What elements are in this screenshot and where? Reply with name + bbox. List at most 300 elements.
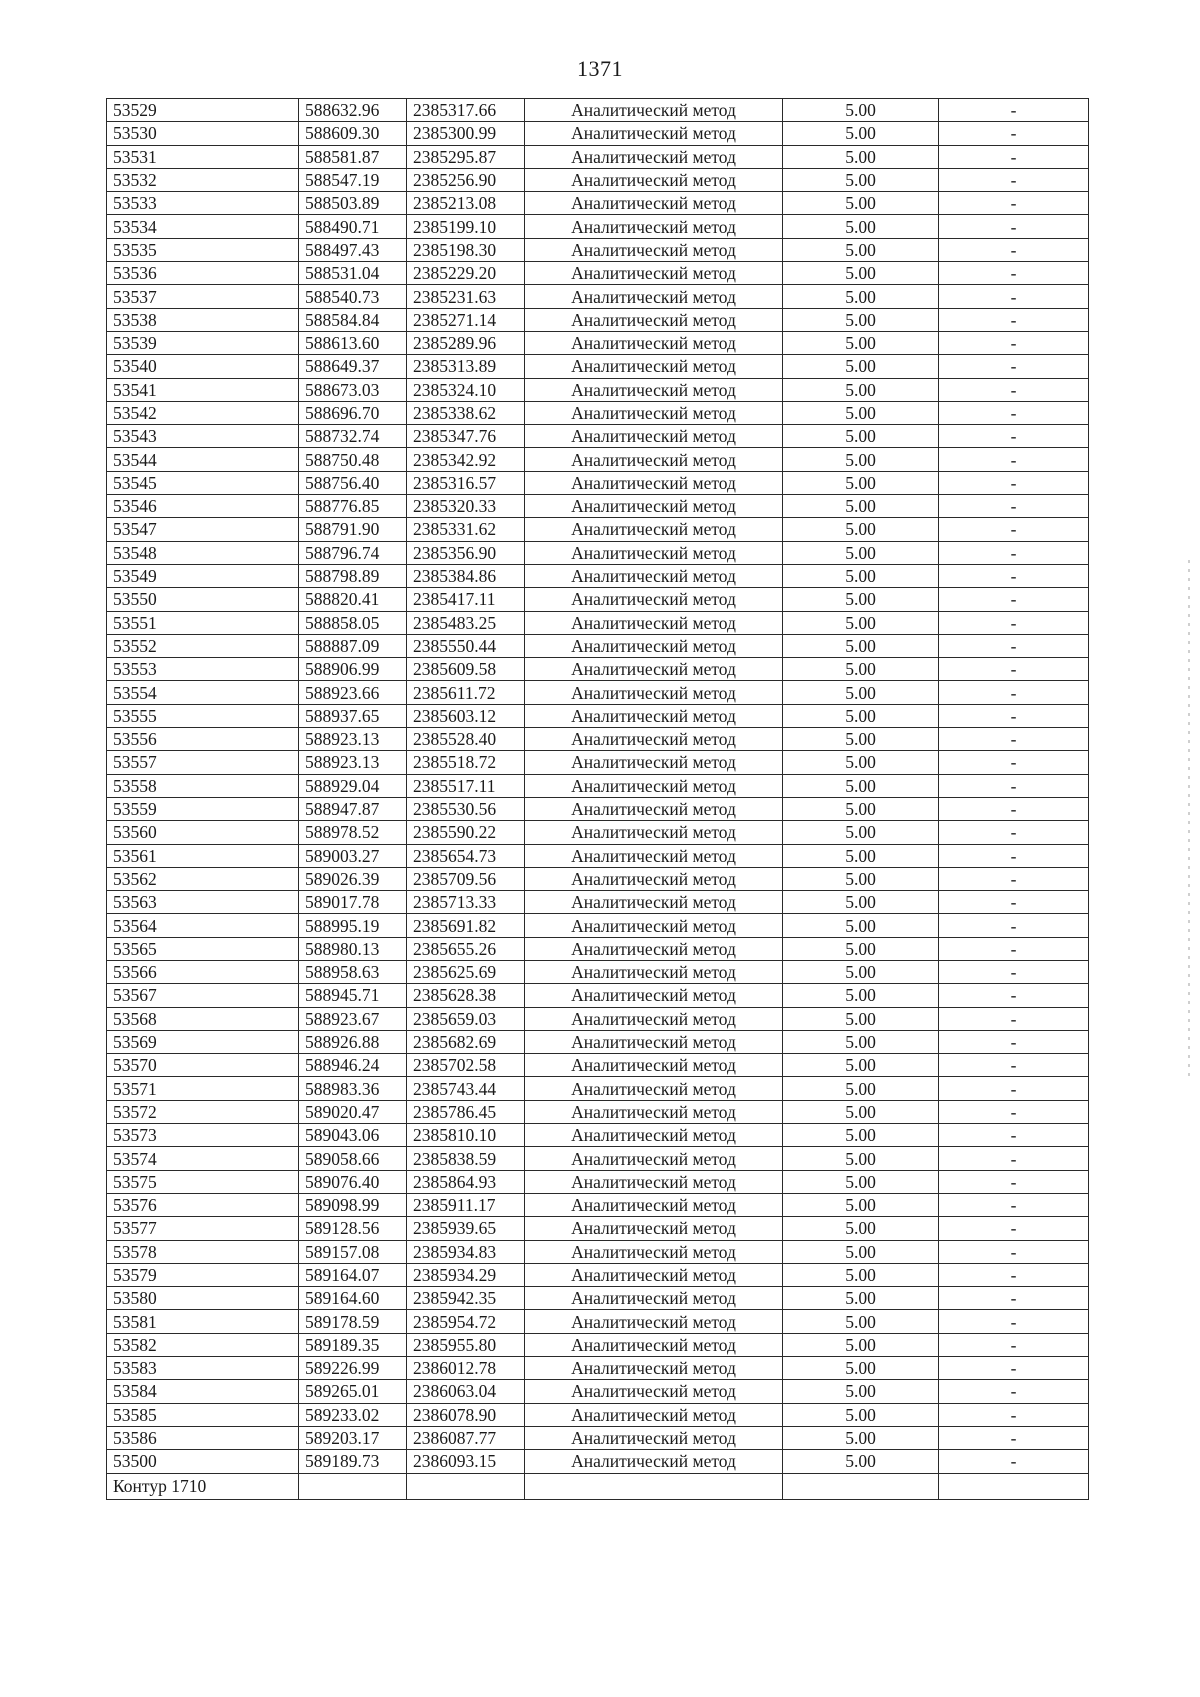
y-coordinate-cell: 2385347.76 [407, 425, 525, 448]
accuracy-cell: 5.00 [783, 168, 939, 191]
note-cell: - [939, 611, 1089, 634]
note-cell: - [939, 658, 1089, 681]
note-cell: - [939, 401, 1089, 424]
table-row [107, 681, 1089, 704]
table-row [107, 168, 1089, 191]
accuracy-cell: 5.00 [783, 1426, 939, 1449]
table-row [107, 518, 1089, 541]
table-row [107, 658, 1089, 681]
y-coordinate-cell: 2385550.44 [407, 634, 525, 657]
note-cell: - [939, 960, 1089, 983]
note-cell: - [939, 774, 1089, 797]
point-id-cell: 53559 [107, 797, 299, 820]
coordinates-table-body [107, 99, 1089, 1474]
point-id-cell: 53566 [107, 960, 299, 983]
method-cell: Аналитический метод [525, 285, 783, 308]
x-coordinate-cell: 589157.08 [299, 1240, 407, 1263]
footer-row [107, 1473, 1089, 1499]
point-id-cell: 53536 [107, 262, 299, 285]
y-coordinate-cell: 2385271.14 [407, 308, 525, 331]
table-row [107, 308, 1089, 331]
x-coordinate-cell: 588995.19 [299, 914, 407, 937]
y-coordinate-cell: 2385483.25 [407, 611, 525, 634]
point-id-cell: 53552 [107, 634, 299, 657]
point-id-cell: 53551 [107, 611, 299, 634]
method-cell: Аналитический метод [525, 1007, 783, 1030]
method-cell: Аналитический метод [525, 1100, 783, 1123]
x-coordinate-cell: 589098.99 [299, 1193, 407, 1216]
y-coordinate-cell: 2385955.80 [407, 1333, 525, 1356]
method-cell: Аналитический метод [525, 1030, 783, 1053]
method-cell: Аналитический метод [525, 867, 783, 890]
y-coordinate-cell: 2385838.59 [407, 1147, 525, 1170]
point-id-cell: 53557 [107, 751, 299, 774]
table-row [107, 378, 1089, 401]
accuracy-cell: 5.00 [783, 891, 939, 914]
table-row [107, 611, 1089, 634]
y-coordinate-cell: 2385911.17 [407, 1193, 525, 1216]
point-id-cell: 53549 [107, 564, 299, 587]
point-id-cell: 53565 [107, 937, 299, 960]
y-coordinate-cell: 2385289.96 [407, 331, 525, 354]
note-cell: - [939, 308, 1089, 331]
point-id-cell: 53575 [107, 1170, 299, 1193]
x-coordinate-cell: 589265.01 [299, 1380, 407, 1403]
point-id-cell: 53530 [107, 122, 299, 145]
coordinates-table [106, 98, 1089, 1500]
x-coordinate-cell: 588732.74 [299, 425, 407, 448]
point-id-cell: 53553 [107, 658, 299, 681]
note-cell: - [939, 1310, 1089, 1333]
method-cell: Аналитический метод [525, 1357, 783, 1380]
x-coordinate-cell: 589076.40 [299, 1170, 407, 1193]
empty-cell [299, 1473, 407, 1499]
point-id-cell: 53535 [107, 238, 299, 261]
accuracy-cell: 5.00 [783, 984, 939, 1007]
x-coordinate-cell: 589020.47 [299, 1100, 407, 1123]
method-cell: Аналитический метод [525, 658, 783, 681]
method-cell: Аналитический метод [525, 1333, 783, 1356]
note-cell: - [939, 1030, 1089, 1053]
point-id-cell: 53529 [107, 99, 299, 122]
method-cell: Аналитический метод [525, 1287, 783, 1310]
accuracy-cell: 5.00 [783, 1030, 939, 1053]
point-id-cell: 53542 [107, 401, 299, 424]
accuracy-cell: 5.00 [783, 192, 939, 215]
accuracy-cell: 5.00 [783, 1357, 939, 1380]
x-coordinate-cell: 588581.87 [299, 145, 407, 168]
note-cell: - [939, 145, 1089, 168]
note-cell: - [939, 238, 1089, 261]
x-coordinate-cell: 588887.09 [299, 634, 407, 657]
y-coordinate-cell: 2385743.44 [407, 1077, 525, 1100]
table-row [107, 588, 1089, 611]
note-cell: - [939, 937, 1089, 960]
point-id-cell: 53540 [107, 355, 299, 378]
method-cell: Аналитический метод [525, 215, 783, 238]
x-coordinate-cell: 588497.43 [299, 238, 407, 261]
accuracy-cell: 5.00 [783, 1263, 939, 1286]
y-coordinate-cell: 2385517.11 [407, 774, 525, 797]
method-cell: Аналитический метод [525, 145, 783, 168]
empty-cell [783, 1473, 939, 1499]
accuracy-cell: 5.00 [783, 99, 939, 122]
x-coordinate-cell: 588858.05 [299, 611, 407, 634]
point-id-cell: 53545 [107, 471, 299, 494]
table-row [107, 1450, 1089, 1473]
note-cell: - [939, 215, 1089, 238]
table-row [107, 1426, 1089, 1449]
table-row [107, 797, 1089, 820]
method-cell: Аналитический метод [525, 960, 783, 983]
y-coordinate-cell: 2385384.86 [407, 564, 525, 587]
note-cell: - [939, 262, 1089, 285]
x-coordinate-cell: 588609.30 [299, 122, 407, 145]
x-coordinate-cell: 588937.65 [299, 704, 407, 727]
accuracy-cell: 5.00 [783, 1124, 939, 1147]
method-cell: Аналитический метод [525, 1426, 783, 1449]
table-row [107, 1100, 1089, 1123]
y-coordinate-cell: 2385611.72 [407, 681, 525, 704]
y-coordinate-cell: 2385342.92 [407, 448, 525, 471]
point-id-cell: 53556 [107, 728, 299, 751]
table-row [107, 1263, 1089, 1286]
y-coordinate-cell: 2385864.93 [407, 1170, 525, 1193]
y-coordinate-cell: 2385939.65 [407, 1217, 525, 1240]
note-cell: - [939, 891, 1089, 914]
y-coordinate-cell: 2385313.89 [407, 355, 525, 378]
table-row [107, 99, 1089, 122]
method-cell: Аналитический метод [525, 168, 783, 191]
table-row [107, 401, 1089, 424]
method-cell: Аналитический метод [525, 1240, 783, 1263]
accuracy-cell: 5.00 [783, 774, 939, 797]
x-coordinate-cell: 588796.74 [299, 541, 407, 564]
method-cell: Аналитический метод [525, 331, 783, 354]
method-cell: Аналитический метод [525, 728, 783, 751]
point-id-cell: 53538 [107, 308, 299, 331]
table-row [107, 844, 1089, 867]
table-row [107, 937, 1089, 960]
note-cell: - [939, 1426, 1089, 1449]
table-row [107, 145, 1089, 168]
accuracy-cell: 5.00 [783, 821, 939, 844]
y-coordinate-cell: 2385713.33 [407, 891, 525, 914]
point-id-cell: 53561 [107, 844, 299, 867]
accuracy-cell: 5.00 [783, 914, 939, 937]
note-cell: - [939, 564, 1089, 587]
point-id-cell: 53571 [107, 1077, 299, 1100]
note-cell: - [939, 99, 1089, 122]
y-coordinate-cell: 2385229.20 [407, 262, 525, 285]
y-coordinate-cell: 2385655.26 [407, 937, 525, 960]
point-id-cell: 53534 [107, 215, 299, 238]
point-id-cell: 53537 [107, 285, 299, 308]
x-coordinate-cell: 588547.19 [299, 168, 407, 191]
method-cell: Аналитический метод [525, 1310, 783, 1333]
y-coordinate-cell: 2386012.78 [407, 1357, 525, 1380]
table-row [107, 728, 1089, 751]
accuracy-cell: 5.00 [783, 937, 939, 960]
y-coordinate-cell: 2385417.11 [407, 588, 525, 611]
accuracy-cell: 5.00 [783, 122, 939, 145]
accuracy-cell: 5.00 [783, 1287, 939, 1310]
accuracy-cell: 5.00 [783, 611, 939, 634]
accuracy-cell: 5.00 [783, 844, 939, 867]
note-cell: - [939, 1217, 1089, 1240]
note-cell: - [939, 1450, 1089, 1473]
table-row [107, 192, 1089, 215]
table-row [107, 1217, 1089, 1240]
note-cell: - [939, 844, 1089, 867]
table-row [107, 238, 1089, 261]
table-row [107, 704, 1089, 727]
table-row [107, 914, 1089, 937]
method-cell: Аналитический метод [525, 774, 783, 797]
note-cell: - [939, 1287, 1089, 1310]
table-row [107, 1077, 1089, 1100]
y-coordinate-cell: 2385300.99 [407, 122, 525, 145]
point-id-cell: 53569 [107, 1030, 299, 1053]
point-id-cell: 53578 [107, 1240, 299, 1263]
method-cell: Аналитический метод [525, 355, 783, 378]
y-coordinate-cell: 2385934.29 [407, 1263, 525, 1286]
method-cell: Аналитический метод [525, 1450, 783, 1473]
accuracy-cell: 5.00 [783, 471, 939, 494]
point-id-cell: 53562 [107, 867, 299, 890]
method-cell: Аналитический метод [525, 1124, 783, 1147]
table-row [107, 448, 1089, 471]
note-cell: - [939, 1263, 1089, 1286]
accuracy-cell: 5.00 [783, 1333, 939, 1356]
accuracy-cell: 5.00 [783, 588, 939, 611]
accuracy-cell: 5.00 [783, 681, 939, 704]
table-row [107, 634, 1089, 657]
method-cell: Аналитический метод [525, 425, 783, 448]
method-cell: Аналитический метод [525, 238, 783, 261]
accuracy-cell: 5.00 [783, 215, 939, 238]
point-id-cell: 53570 [107, 1054, 299, 1077]
note-cell: - [939, 471, 1089, 494]
accuracy-cell: 5.00 [783, 1310, 939, 1333]
method-cell: Аналитический метод [525, 495, 783, 518]
x-coordinate-cell: 589043.06 [299, 1124, 407, 1147]
table-row [107, 1193, 1089, 1216]
table-row [107, 1170, 1089, 1193]
accuracy-cell: 5.00 [783, 262, 939, 285]
note-cell: - [939, 285, 1089, 308]
accuracy-cell: 5.00 [783, 634, 939, 657]
x-coordinate-cell: 589233.02 [299, 1403, 407, 1426]
x-coordinate-cell: 588820.41 [299, 588, 407, 611]
empty-cell [407, 1473, 525, 1499]
table-row [107, 1054, 1089, 1077]
y-coordinate-cell: 2385609.58 [407, 658, 525, 681]
x-coordinate-cell: 588923.67 [299, 1007, 407, 1030]
y-coordinate-cell: 2385709.56 [407, 867, 525, 890]
method-cell: Аналитический метод [525, 984, 783, 1007]
note-cell: - [939, 1170, 1089, 1193]
table-row [107, 541, 1089, 564]
table-row [107, 1333, 1089, 1356]
method-cell: Аналитический метод [525, 448, 783, 471]
note-cell: - [939, 1380, 1089, 1403]
x-coordinate-cell: 588958.63 [299, 960, 407, 983]
x-coordinate-cell: 588791.90 [299, 518, 407, 541]
point-id-cell: 53531 [107, 145, 299, 168]
table-row [107, 751, 1089, 774]
accuracy-cell: 5.00 [783, 1240, 939, 1263]
point-id-cell: 53576 [107, 1193, 299, 1216]
accuracy-cell: 5.00 [783, 751, 939, 774]
y-coordinate-cell: 2385691.82 [407, 914, 525, 937]
y-coordinate-cell: 2385786.45 [407, 1100, 525, 1123]
table-row [107, 285, 1089, 308]
point-id-cell: 53567 [107, 984, 299, 1007]
point-id-cell: 53560 [107, 821, 299, 844]
accuracy-cell: 5.00 [783, 401, 939, 424]
x-coordinate-cell: 589226.99 [299, 1357, 407, 1380]
y-coordinate-cell: 2385810.10 [407, 1124, 525, 1147]
accuracy-cell: 5.00 [783, 495, 939, 518]
note-cell: - [939, 1193, 1089, 1216]
note-cell: - [939, 914, 1089, 937]
x-coordinate-cell: 588947.87 [299, 797, 407, 820]
note-cell: - [939, 681, 1089, 704]
accuracy-cell: 5.00 [783, 1077, 939, 1100]
point-id-cell: 53544 [107, 448, 299, 471]
x-coordinate-cell: 588531.04 [299, 262, 407, 285]
note-cell: - [939, 588, 1089, 611]
empty-cell [525, 1473, 783, 1499]
point-id-cell: 53581 [107, 1310, 299, 1333]
point-id-cell: 53582 [107, 1333, 299, 1356]
method-cell: Аналитический метод [525, 1193, 783, 1216]
accuracy-cell: 5.00 [783, 448, 939, 471]
note-cell: - [939, 331, 1089, 354]
method-cell: Аналитический метод [525, 611, 783, 634]
point-id-cell: 53585 [107, 1403, 299, 1426]
x-coordinate-cell: 588923.13 [299, 751, 407, 774]
note-cell: - [939, 984, 1089, 1007]
method-cell: Аналитический метод [525, 844, 783, 867]
table-row [107, 1030, 1089, 1053]
method-cell: Аналитический метод [525, 1077, 783, 1100]
method-cell: Аналитический метод [525, 122, 783, 145]
table-row [107, 1403, 1089, 1426]
method-cell: Аналитический метод [525, 1217, 783, 1240]
table-row [107, 215, 1089, 238]
note-cell: - [939, 1403, 1089, 1426]
table-row [107, 355, 1089, 378]
point-id-cell: 53584 [107, 1380, 299, 1403]
page-number: 1371 [577, 56, 623, 81]
y-coordinate-cell: 2385530.56 [407, 797, 525, 820]
point-id-cell: 53558 [107, 774, 299, 797]
accuracy-cell: 5.00 [783, 1403, 939, 1426]
note-cell: - [939, 518, 1089, 541]
point-id-cell: 53568 [107, 1007, 299, 1030]
table-row [107, 821, 1089, 844]
note-cell: - [939, 728, 1089, 751]
point-id-cell: 53583 [107, 1357, 299, 1380]
x-coordinate-cell: 588798.89 [299, 564, 407, 587]
method-cell: Аналитический метод [525, 937, 783, 960]
x-coordinate-cell: 588649.37 [299, 355, 407, 378]
accuracy-cell: 5.00 [783, 960, 939, 983]
x-coordinate-cell: 588980.13 [299, 937, 407, 960]
y-coordinate-cell: 2385213.08 [407, 192, 525, 215]
method-cell: Аналитический метод [525, 262, 783, 285]
x-coordinate-cell: 588946.24 [299, 1054, 407, 1077]
note-cell: - [939, 1007, 1089, 1030]
table-row [107, 891, 1089, 914]
x-coordinate-cell: 588632.96 [299, 99, 407, 122]
method-cell: Аналитический метод [525, 192, 783, 215]
y-coordinate-cell: 2385942.35 [407, 1287, 525, 1310]
point-id-cell: 53580 [107, 1287, 299, 1310]
accuracy-cell: 5.00 [783, 867, 939, 890]
table-row [107, 1310, 1089, 1333]
note-cell: - [939, 751, 1089, 774]
point-id-cell: 53555 [107, 704, 299, 727]
accuracy-cell: 5.00 [783, 425, 939, 448]
accuracy-cell: 5.00 [783, 1170, 939, 1193]
method-cell: Аналитический метод [525, 378, 783, 401]
table-row [107, 1147, 1089, 1170]
x-coordinate-cell: 589164.60 [299, 1287, 407, 1310]
table-row [107, 1007, 1089, 1030]
y-coordinate-cell: 2385518.72 [407, 751, 525, 774]
x-coordinate-cell: 588945.71 [299, 984, 407, 1007]
y-coordinate-cell: 2385198.30 [407, 238, 525, 261]
point-id-cell: 53554 [107, 681, 299, 704]
note-cell: - [939, 1100, 1089, 1123]
y-coordinate-cell: 2385654.73 [407, 844, 525, 867]
note-cell: - [939, 1124, 1089, 1147]
note-cell: - [939, 1147, 1089, 1170]
method-cell: Аналитический метод [525, 471, 783, 494]
y-coordinate-cell: 2385320.33 [407, 495, 525, 518]
point-id-cell: 53577 [107, 1217, 299, 1240]
accuracy-cell: 5.00 [783, 285, 939, 308]
note-cell: - [939, 495, 1089, 518]
y-coordinate-cell: 2386093.15 [407, 1450, 525, 1473]
x-coordinate-cell: 588926.88 [299, 1030, 407, 1053]
point-id-cell: 53543 [107, 425, 299, 448]
point-id-cell: 53532 [107, 168, 299, 191]
method-cell: Аналитический метод [525, 681, 783, 704]
note-cell: - [939, 1357, 1089, 1380]
x-coordinate-cell: 589017.78 [299, 891, 407, 914]
x-coordinate-cell: 588540.73 [299, 285, 407, 308]
table-row [107, 564, 1089, 587]
x-coordinate-cell: 589058.66 [299, 1147, 407, 1170]
table-row [107, 984, 1089, 1007]
table-row [107, 1357, 1089, 1380]
table-row [107, 471, 1089, 494]
point-id-cell: 53533 [107, 192, 299, 215]
table-row [107, 331, 1089, 354]
point-id-cell: 53546 [107, 495, 299, 518]
method-cell: Аналитический метод [525, 634, 783, 657]
x-coordinate-cell: 588490.71 [299, 215, 407, 238]
accuracy-cell: 5.00 [783, 1193, 939, 1216]
y-coordinate-cell: 2385256.90 [407, 168, 525, 191]
method-cell: Аналитический метод [525, 401, 783, 424]
point-id-cell: 53539 [107, 331, 299, 354]
accuracy-cell: 5.00 [783, 1007, 939, 1030]
